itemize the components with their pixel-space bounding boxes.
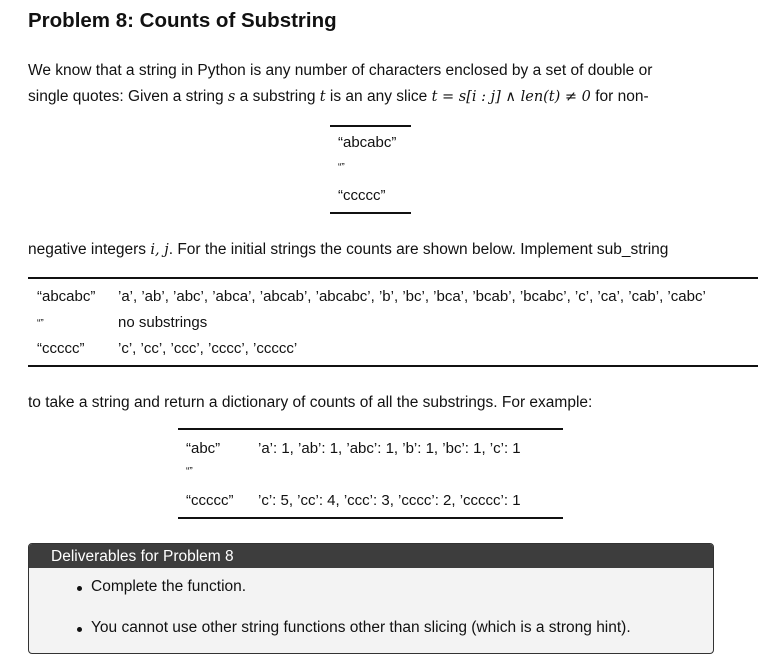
table3-key-1: “abc” [186, 440, 221, 457]
var-t: t [319, 89, 326, 105]
deliverables-header [29, 544, 713, 568]
table2-key-3: “ccccc” [37, 340, 85, 357]
table2-top-rule [28, 277, 758, 279]
slice-formula: t = s[i : j] ∧ len(t) ≠ 0 [431, 89, 591, 105]
deliverable-item-2: You cannot use other string functions other than slicing (which is a strong hint). [91, 619, 631, 636]
table2-bottom-rule [28, 365, 758, 367]
vars-ij: i, j [150, 242, 169, 258]
var-s: s [227, 89, 236, 105]
table1-top-rule [330, 125, 411, 127]
table2-value-2: no substrings [118, 314, 208, 331]
intro-line-2: single quotes: Given a string s a substring t is an any slice t = s[i : j] ∧ len(t) ≠ 0 for non- [28, 88, 649, 105]
table3-value-3: ’c’: 5, ’cc’: 4, ’ccc’: 3, ’cccc’: 2, ’ccccc’: 1 [258, 492, 521, 509]
deliverables-title: Deliverables for Problem 8 [51, 548, 234, 565]
table3-key-2: “” [186, 466, 193, 477]
bullet-icon [77, 627, 82, 632]
table3-key-3: “ccccc” [186, 492, 234, 509]
table3-value-1: ’a’: 1, ’ab’: 1, ’abc’: 1, ’b’: 1, ’bc’: 1, ’c’: 1 [258, 440, 521, 457]
table2-key-2: “” [37, 318, 44, 329]
table1-string-3: “ccccc” [338, 187, 386, 204]
deliverables-box [28, 543, 714, 654]
table2-value-1: ’a’, ’ab’, ’abc’, ’abca’, ’abcab’, ’abcabc’, ’b’, ’bc’, ’bca’, ’bcab’, ’bcabc’, ’c’, ’ca’, ’cab’, ’cabc’ [118, 288, 706, 305]
table1-string-1: “abcabc” [338, 134, 397, 151]
page-title: Problem 8: Counts of Substring [28, 9, 337, 32]
table1-bottom-rule [330, 212, 411, 214]
bullet-icon [77, 586, 82, 591]
table3-top-rule [178, 428, 563, 430]
mid-text: negative integers i, j. For the initial strings the counts are shown below. Implement sub_string [28, 241, 669, 258]
table3-bottom-rule [178, 517, 563, 519]
table2-key-1: “abcabc” [37, 288, 96, 305]
table2-value-3: ’c’, ’cc’, ’ccc’, ’cccc’, ’ccccc’ [118, 340, 298, 357]
intro-line-1: We know that a string in Python is any number of characters enclosed by a set of double or [28, 62, 653, 79]
after-text: to take a string and return a dictionary of counts of all the substrings. For example: [28, 394, 593, 411]
table1-string-2: “” [338, 162, 345, 173]
deliverable-item-1: Complete the function. [91, 578, 247, 595]
